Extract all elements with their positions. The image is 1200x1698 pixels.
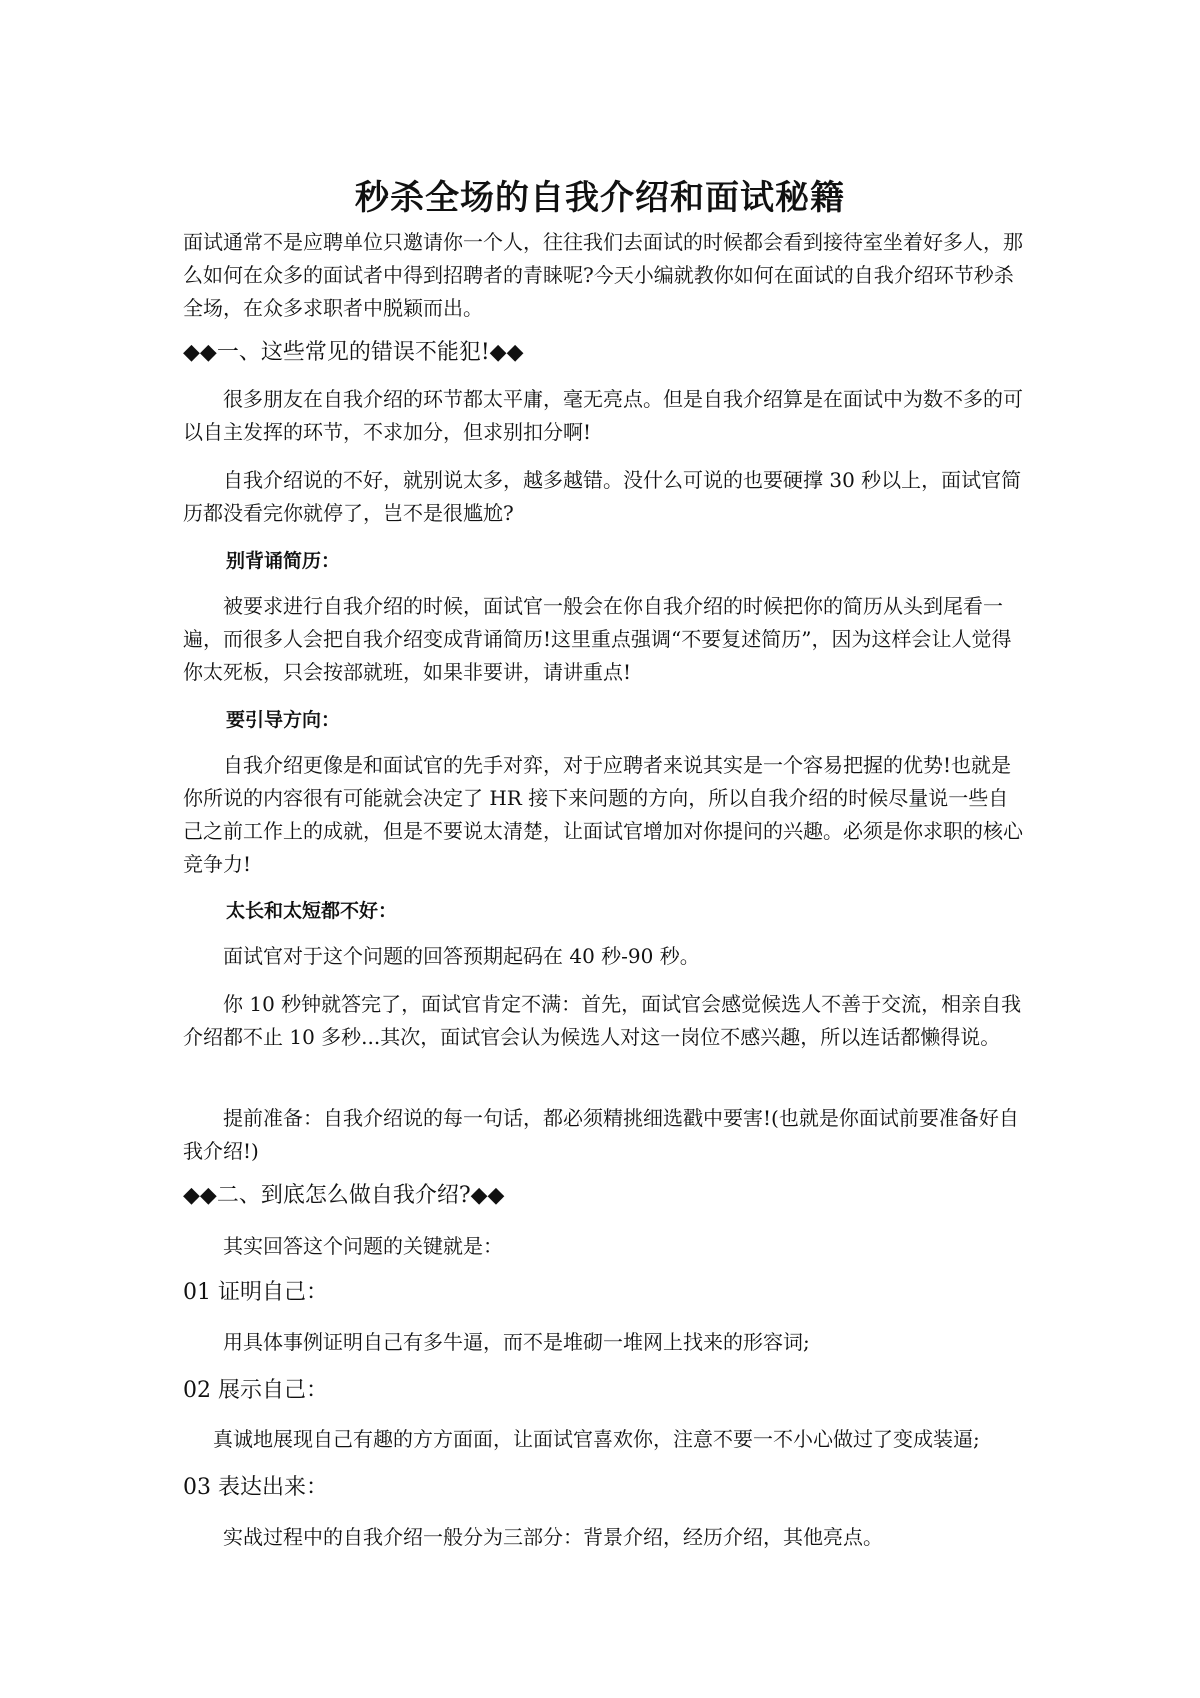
paragraph-02: 真诚地展现自己有趣的方方面面，让面试官喜欢你，注意不要一不小心做过了变成装逼; — [213, 1427, 980, 1451]
section-1-paragraph-6: 你 10 秒钟就答完了，面试官肯定不满：首先，面试官会感觉候选人不善于交流，相亲自我介绍都不止 10 多秒...其次，面试官会认为候选人对这一岗位不感兴趣，所以连话都懒得说。 — [183, 992, 1022, 1049]
page-title: 秒杀全场的自我介绍和面试秘籍 — [355, 177, 845, 218]
section-1-paragraph-2: 自我介绍说的不好，就别说太多，越多越错。没什么可说的也要硬撑 30 秒以上，面试官简历都没看完你就停了，岂不是很尴尬? — [183, 468, 1022, 525]
heading-02-show-yourself: 02 展示自己： — [183, 1378, 328, 1403]
section-1-paragraph-1: 很多朋友在自我介绍的环节都太平庸，毫无亮点。但是自我介绍算是在面试中为数不多的可以自主发挥的环节，不求加分，但求别扣分啊! — [183, 387, 1023, 444]
paragraph-03: 实战过程中的自我介绍一般分为三部分：背景介绍，经历介绍，其他亮点。 — [223, 1525, 883, 1549]
subheading-length: 太长和太短都不好： — [226, 900, 398, 922]
heading-03-express-it: 03 表达出来： — [183, 1475, 328, 1500]
section-1-paragraph-7: 提前准备：自我介绍说的每一句话，都必须精挑细选戳中要害!(也就是你面试前要准备好自我介绍!) — [183, 1106, 1019, 1163]
section-1-paragraph-4: 自我介绍更像是和面试官的先手对弈，对于应聘者来说其实是一个容易把握的优势!也就是你所说的内容很有可能就会决定了 HR 接下来问题的方向，所以自我介绍的时候尽量说一些自己之前工作上的成就，但是不要说太清楚，让面试官增加对你提问的兴趣。必须是你求职的核心竞争力! — [183, 753, 1023, 876]
section-1-paragraph-3: 被要求进行自我介绍的时候，面试官一般会在你自我介绍的时候把你的简历从头到尾看一遍，而很多人会把自我介绍变成背诵简历!这里重点强调“不要复述简历”，因为这样会让人觉得你太死板，只会按部就班，如果非要讲，请讲重点! — [183, 594, 1012, 684]
section-1-paragraph-5: 面试官对于这个问题的回答预期起码在 40 秒-90 秒。 — [223, 944, 700, 968]
heading-01-prove-yourself: 01 证明自己： — [183, 1280, 328, 1305]
subheading-no-resume-recital: 别背诵简历： — [226, 550, 341, 572]
section-1-heading: ◆◆一、这些常见的错误不能犯!◆◆ — [183, 340, 524, 365]
subheading-guide-direction: 要引导方向： — [226, 709, 341, 731]
paragraph-01: 用具体事例证明自己有多牛逼，而不是堆砌一堆网上找来的形容词; — [223, 1330, 810, 1354]
section-2-paragraph-1: 其实回答这个问题的关键就是： — [223, 1234, 503, 1258]
intro-paragraph: 面试通常不是应聘单位只邀请你一个人，往往我们去面试的时候都会看到接待室坐着好多人，那么如何在众多的面试者中得到招聘者的青睐呢?今天小编就教你如何在面试的自我介绍环节秒杀全场，在众多求职者中脱颖而出。 — [183, 230, 1023, 320]
section-2-heading: ◆◆二、到底怎么做自我介绍?◆◆ — [183, 1183, 505, 1208]
